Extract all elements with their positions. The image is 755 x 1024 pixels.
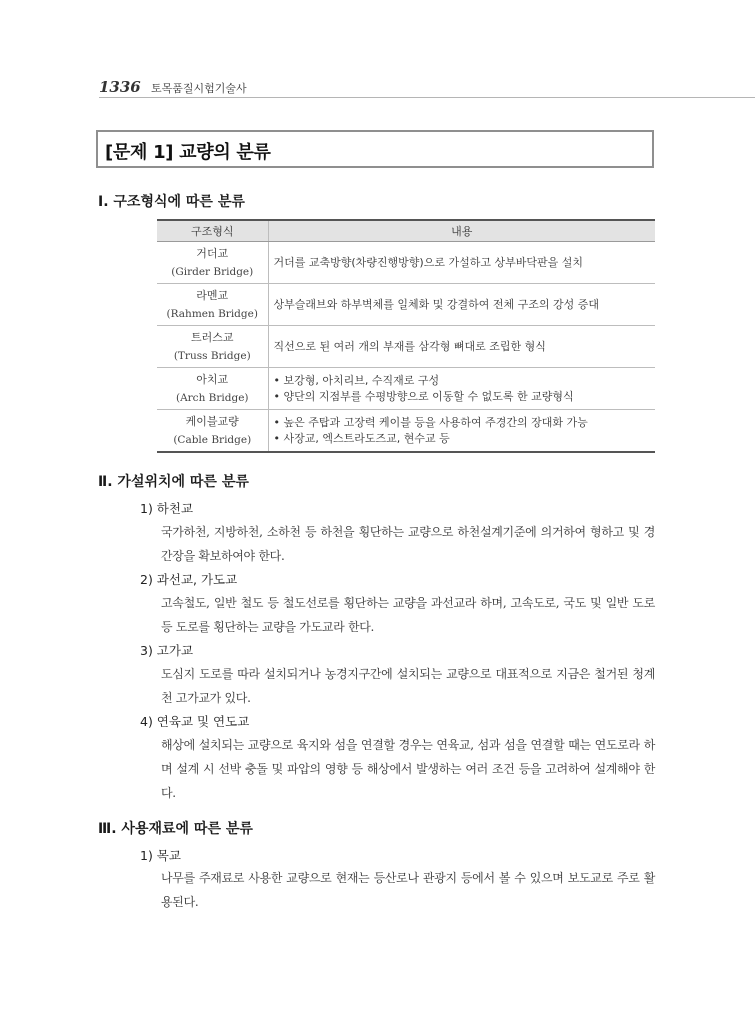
item-body-viaduct: 도심지 도로를 따라 설치되거나 농경지구간에 설치되는 교량으로 대표적으로 지금은 철거된 청계천 고가교가 있다. — [161, 667, 655, 705]
type-name-ko: 거더교 — [196, 246, 229, 260]
table-row — [157, 368, 655, 410]
table-row — [157, 326, 655, 368]
item-body-river-bridge: 국가하천, 지방하천, 소하천 등 하천을 횡단하는 교량으로 하천설계기준에 의거하여 형하고 및 경간장을 확보하여야 한다. — [161, 525, 655, 563]
table-cell-content — [268, 368, 655, 410]
type-name-ko: 트러스교 — [190, 330, 234, 344]
content-line: 직선으로 된 여러 개의 부재를 삼각형 뼈대로 조립한 형식 — [273, 339, 546, 353]
item-title-timber-bridge: 1) 목교 — [140, 848, 181, 863]
item-title-river-bridge: 1) 하천교 — [140, 501, 194, 516]
table-row — [157, 284, 655, 326]
content-line: • 양단의 지점부를 수평방향으로 이동할 수 없도록 한 교량형식 — [273, 389, 574, 403]
item-title-island-bridge: 4) 연육교 및 연도교 — [140, 714, 250, 729]
header-divider — [99, 97, 755, 98]
type-name-ko: 아치교 — [196, 372, 229, 386]
table-cell-type — [157, 368, 268, 410]
content-line: • 사장교, 엑스트라도즈교, 현수교 등 — [273, 431, 450, 445]
table-cell-content — [268, 242, 655, 284]
table-cell-type — [157, 410, 268, 453]
book-title: 토목품질시험기술사 — [151, 82, 247, 95]
item-title-viaduct: 3) 고가교 — [140, 643, 194, 658]
type-name-en: (Arch Bridge) — [175, 391, 249, 404]
item-title-overpass: 2) 과선교, 가도교 — [140, 572, 238, 587]
table-cell-type — [157, 284, 268, 326]
content-line: 상부슬래브와 하부벽체를 일체화 및 강결하여 전체 구조의 강성 증대 — [273, 297, 599, 311]
item-body-timber-bridge: 나무를 주재료로 사용한 교량으로 현재는 등산로나 관광지 등에서 볼 수 있으며 보도교로 주로 활용된다. — [161, 871, 655, 909]
type-name-en: (Cable Bridge) — [173, 433, 252, 446]
table-cell-content — [268, 284, 655, 326]
page-number: 1336 — [99, 78, 141, 96]
type-name-ko: 라멘교 — [196, 288, 229, 302]
page-header — [99, 78, 755, 98]
item-body-overpass: 고속철도, 일반 철도 등 철도선로를 횡단하는 교량을 과선교라 하며, 고속도로, 국도 및 일반 도로 등 도로를 횡단하는 교량을 가도교라 한다. — [161, 596, 655, 634]
table-header-row — [157, 220, 655, 242]
section-heading-location: Ⅱ. 가설위치에 따른 분류 — [98, 474, 249, 490]
bridge-structure-table — [157, 219, 655, 453]
content-line: • 높은 주탑과 고장력 케이블 등을 사용하여 주경간의 장대화 가능 — [273, 415, 588, 429]
type-name-ko: 케이블교량 — [185, 414, 239, 428]
table-row — [157, 242, 655, 284]
type-name-en: (Girder Bridge) — [171, 265, 254, 278]
table-cell-type — [157, 242, 268, 284]
table-cell-type — [157, 326, 268, 368]
item-body-island-bridge: 해상에 설치되는 교량으로 육지와 섬을 연결할 경우는 연육교, 섬과 섬을 연결할 때는 연도로라 하며 설계 시 선박 충돌 및 파압의 영향 등 해상에서 발생하는 여러 조건 등을 고려하여 설계해야 한다. — [161, 738, 655, 800]
problem-title: [문제 1] 교량의 분류 — [105, 142, 271, 163]
table-header-type: 구조형식 — [157, 220, 268, 242]
section-heading-structure: Ⅰ. 구조형식에 따른 분류 — [98, 194, 245, 210]
table-row — [157, 410, 655, 453]
type-name-en: (Truss Bridge) — [173, 349, 251, 362]
problem-title-box — [96, 130, 654, 168]
table-cell-content — [268, 326, 655, 368]
type-name-en: (Rahmen Bridge) — [166, 307, 258, 320]
table-cell-content — [268, 410, 655, 453]
table-header-content: 내용 — [268, 220, 655, 242]
section-heading-material: Ⅲ. 사용재료에 따른 분류 — [98, 821, 253, 837]
content-line: • 보강형, 아치리브, 수직재로 구성 — [273, 373, 440, 387]
content-line: 거더를 교축방향(차량진행방향)으로 가설하고 상부바닥판을 설치 — [273, 255, 583, 269]
